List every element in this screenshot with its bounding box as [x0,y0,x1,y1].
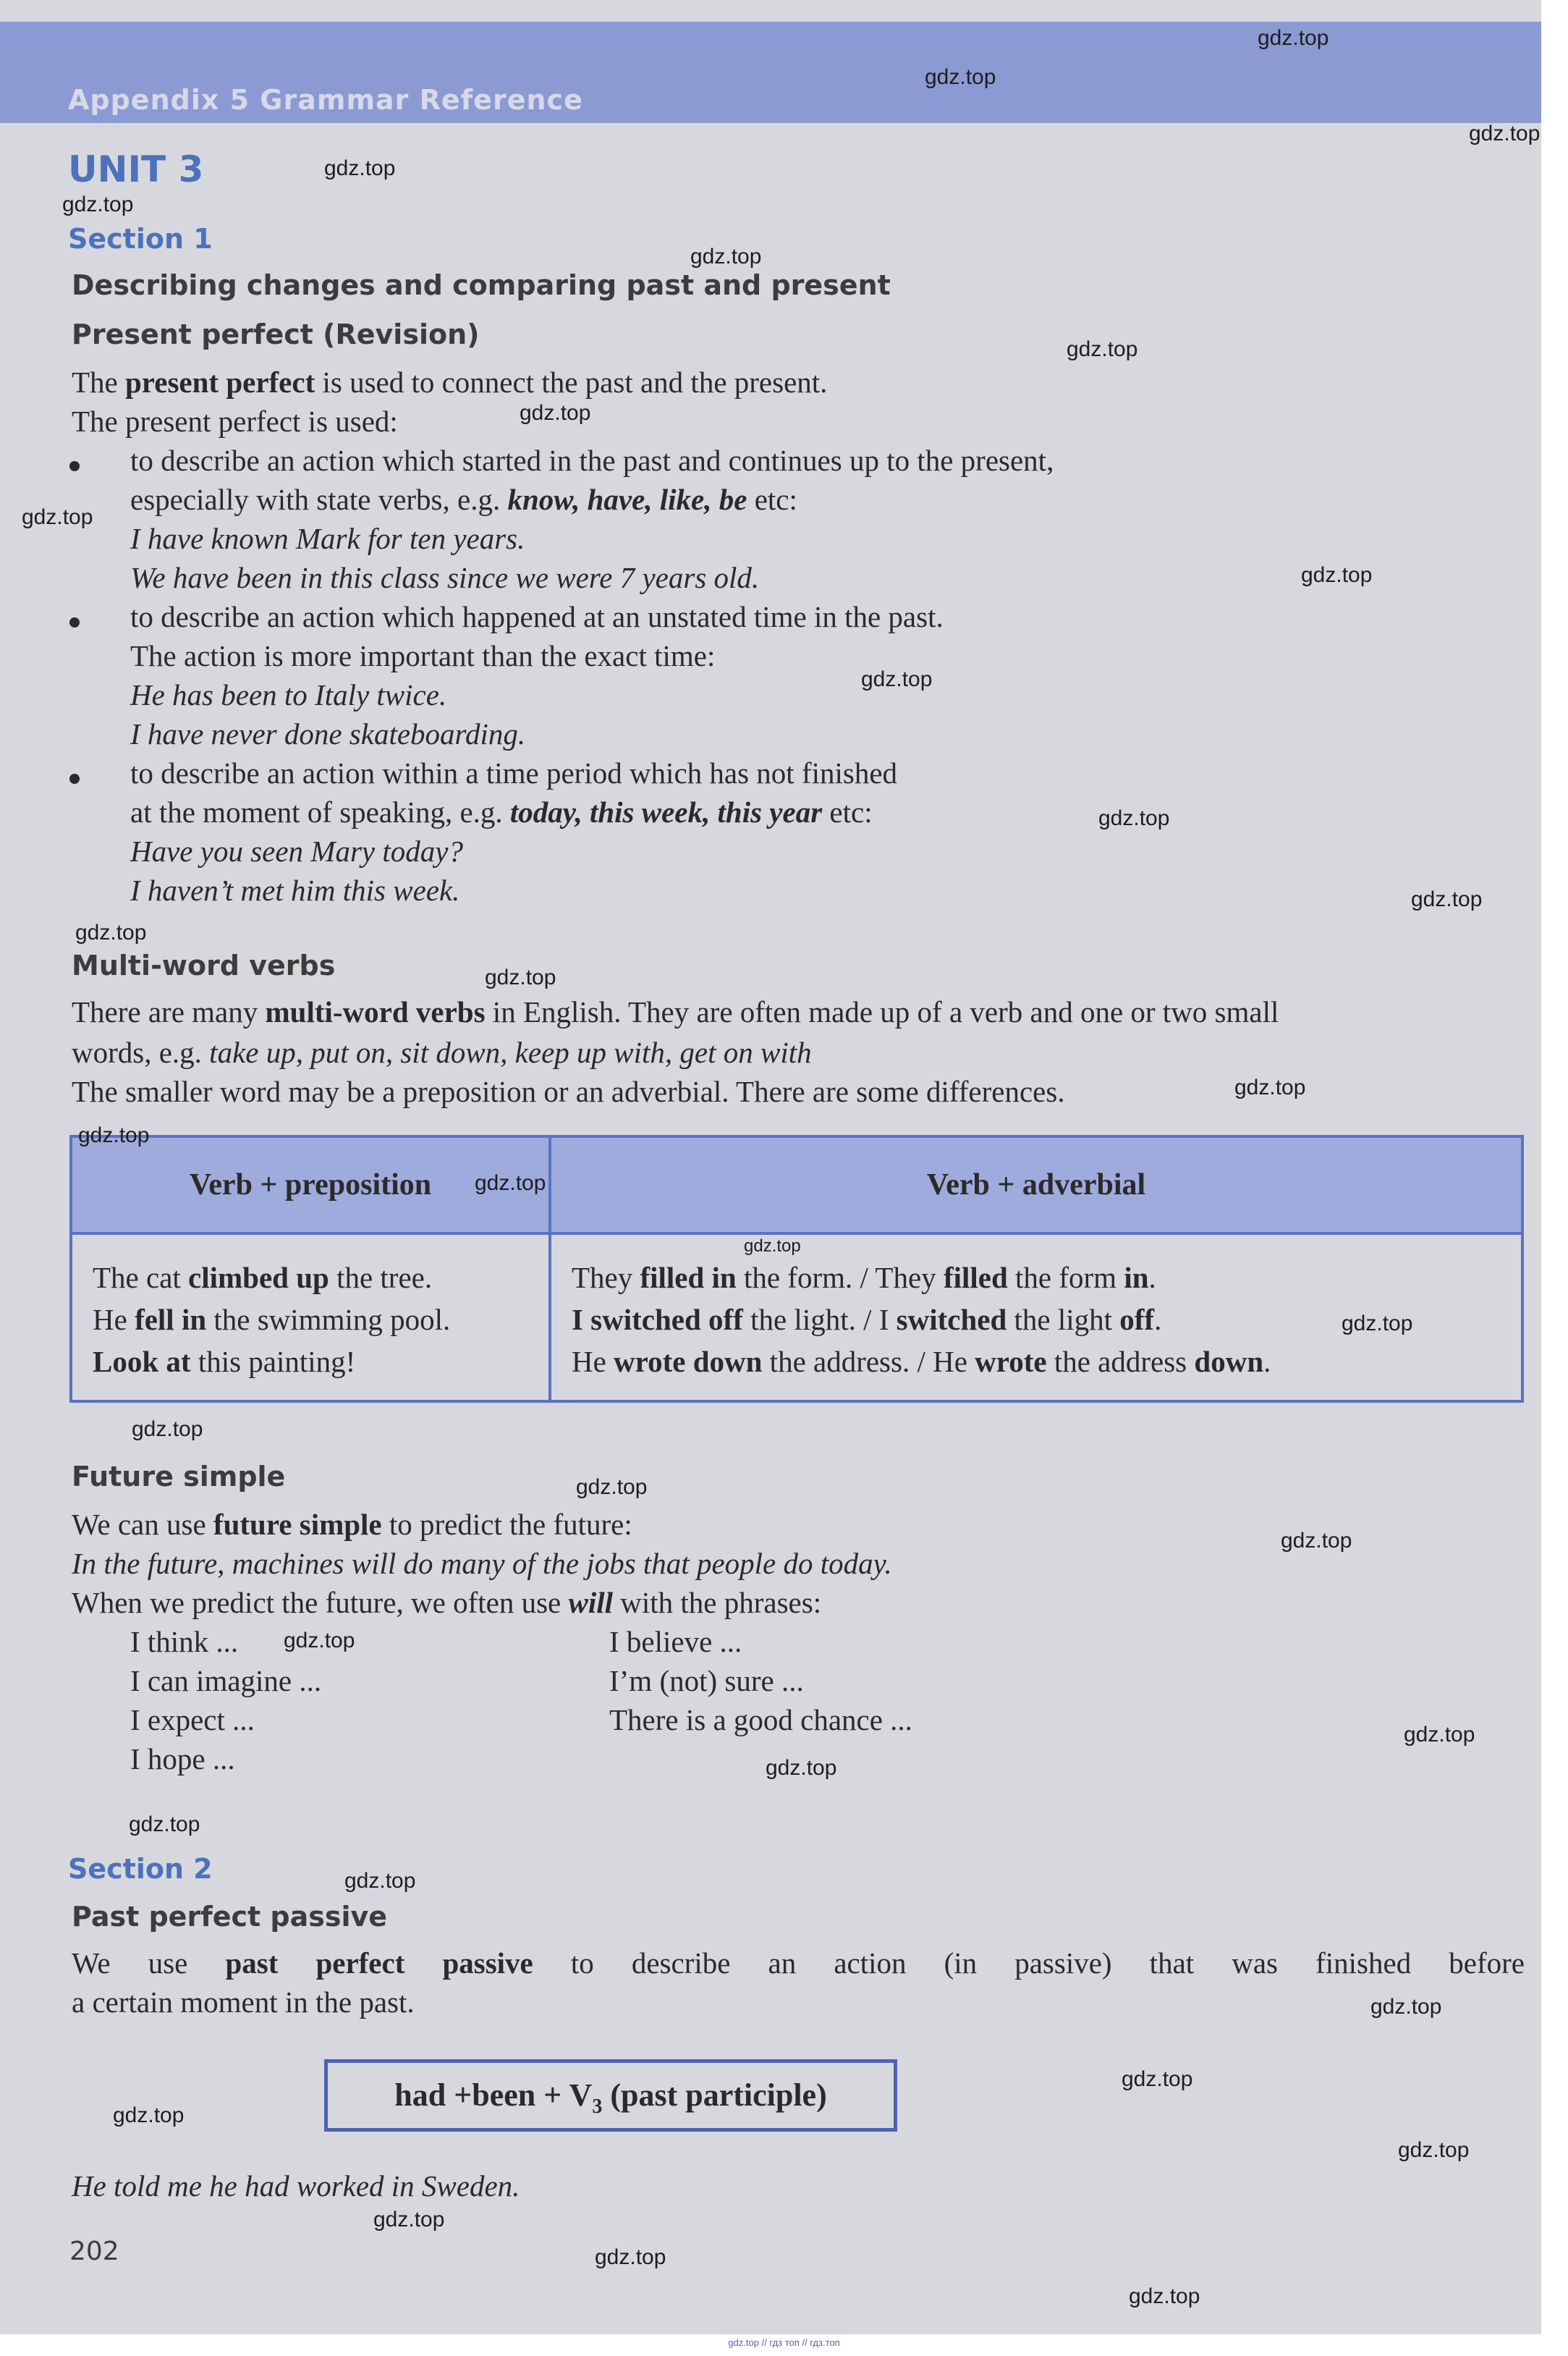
watermark: gdz.top [1370,1995,1442,2019]
watermark: gdz.top [766,1756,837,1780]
phrase-item: I can imagine ... [130,1664,322,1697]
watermark: gdz.top [78,1123,150,1147]
watermark: gdz.top [1281,1529,1352,1553]
present-perfect-intro: The present perfect is used to connect the past and the present. [72,366,828,399]
watermark: gdz.top [129,1812,200,1836]
watermark: gdz.top [284,1629,355,1652]
bullet-3-line-1: to describe an action within a time period which has not finished [130,756,898,790]
bullet-1-line-1: to describe an action which started in the past and continues up to the present, [130,444,1054,477]
example: Have you seen Mary today? [130,835,463,868]
phrase-item: I hope ... [130,1742,235,1776]
phrase-item: I believe ... [609,1625,742,1658]
example: I haven’t met him this week. [130,874,460,907]
example: He has been to Italy twice. [130,678,447,712]
table-example: He wrote down the address. / He wrote the address down. [571,1345,1271,1378]
present-perfect-used: The present perfect is used: [72,405,398,438]
table-example: They filled in the form. / They filled the form in. [571,1261,1156,1294]
unit-title: UNIT 3 [68,148,204,190]
header-title: Appendix 5 Grammar Reference [68,84,583,116]
multi-word-p3: The smaller word may be a preposition or an adverbial. There are some differences. [72,1075,1065,1108]
watermark: gdz.top [485,966,556,989]
table-example: The cat climbed up the tree. [93,1261,433,1294]
bullet [69,774,80,784]
column-header-verb-preposition: Verb + preposition [71,1136,550,1233]
watermark: gdz.top [861,667,933,691]
watermark: gdz.top [1234,1076,1306,1099]
bullet-2-line-1: to describe an action which happened at an unstated time in the past. [130,600,944,633]
bullet-1-line-2: especially with state verbs, e.g. know, have, like, be etc: [130,483,797,516]
watermark: gdz.top [1342,1312,1413,1335]
example: I have never done skateboarding. [130,717,526,751]
watermark: gdz.top [324,156,396,180]
formula-box: had +been + $V_3$ (past participle) [324,2059,897,2132]
past-perfect-passive-example: He told me he had worked in Sweden. [72,2169,520,2203]
future-simple-heading: Future simple [72,1461,286,1492]
watermark: gdz.top [132,1417,203,1441]
watermark: gdz.top [1122,2067,1193,2091]
watermark: gdz.top [1258,26,1329,50]
phrase-item: I’m (not) sure ... [609,1664,804,1697]
watermark: gdz.top [113,2103,185,2127]
past-perfect-passive-p2: a certain moment in the past. [72,1985,415,2019]
phrase-item: There is a good chance ... [609,1703,912,1736]
watermark: gdz.top [1404,1723,1475,1747]
watermark: gdz.top [344,1869,416,1893]
table-example: Look at this painting! [93,1345,356,1378]
column-header-verb-adverbial: Verb + adverbial [550,1136,1522,1233]
bottom-banner-text: gdz.top // гдз топ // гдз.топ [728,2337,840,2348]
page-number: 202 [69,2237,119,2266]
section-1-heading: Describing changes and comparing past and present [72,269,891,301]
present-perfect-heading: Present perfect (Revision) [72,318,480,350]
verb-preposition-examples [71,1233,550,1401]
future-simple-p2: When we predict the future, we often use will with the phrases: [72,1586,822,1619]
watermark: gdz.top [1469,122,1541,145]
future-simple-example: In the future, machines will do many of the jobs that people do today. [72,1547,892,1580]
bullet-3-line-2: at the moment of speaking, e.g. today, this week, this year etc: [130,795,873,829]
past-perfect-passive-p1: We use past perfect passive to describe an action (in passive) that was finished before [72,1946,1525,1980]
watermark: gdz.top [690,245,762,269]
watermark: gdz.top [1411,887,1483,911]
watermark: gdz.top [75,921,147,945]
watermark: gdz.top [925,65,996,89]
example: I have known Mark for ten years. [130,522,525,555]
multi-word-heading: Multi-word verbs [72,950,336,981]
past-perfect-passive-heading: Past perfect passive [72,1901,388,1933]
watermark: gdz.top [1129,2284,1200,2308]
bottom-banner [0,2334,1568,2356]
watermark: gdz.top [475,1171,546,1195]
watermark: gdz.top [1067,337,1138,361]
bullet [69,617,80,628]
watermark: gdz.top [22,505,93,529]
example: We have been in this class since we were 7 years old. [130,561,760,594]
multi-word-p1: There are many multi-word verbs in English. They are often made up of a verb and one or two small [72,995,1279,1029]
watermark: gdz.top [62,193,134,216]
watermark: gdz.top [520,401,591,425]
table-example: I switched off the light. / I switched the light off. [571,1303,1162,1336]
table-example: He fell in the swimming pool. [93,1303,451,1336]
section-2-label: Section 2 [68,1853,213,1885]
watermark: gdz.top [373,2208,445,2232]
bullet-2-line-2: The action is more important than the exact time: [130,639,716,672]
phrase-item: I expect ... [130,1703,255,1736]
phrase-item: I think ... [130,1625,239,1658]
watermark: gdz.top [1301,563,1373,587]
watermark: gdz.top [595,2245,666,2269]
watermark: gdz.top [576,1475,648,1499]
watermark: gdz.top [1098,806,1170,830]
bullet [69,461,80,471]
multi-word-verbs-table [69,1135,1524,1403]
multi-word-p2: words, e.g. take up, put on, sit down, keep up with, get on with [72,1036,812,1069]
watermark: gdz.top [1398,2138,1470,2162]
future-simple-p1: We can use future simple to predict the future: [72,1508,632,1541]
section-1-label: Section 1 [68,223,213,255]
watermark: gdz.top [744,1236,801,1256]
